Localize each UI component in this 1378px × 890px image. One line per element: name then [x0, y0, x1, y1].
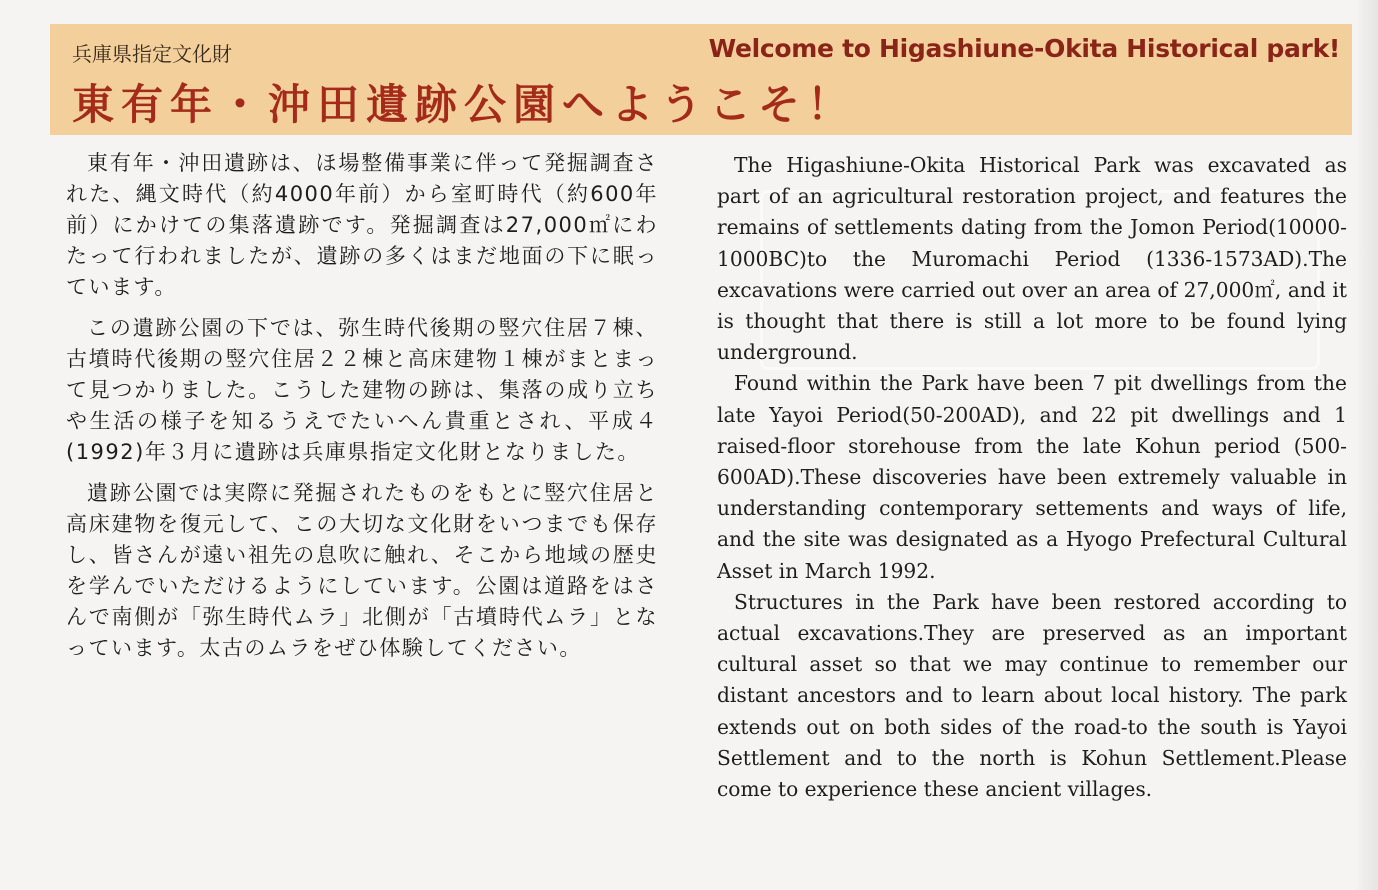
- japanese-paragraph-1: 東有年・沖田遺跡は、ほ場整備事業に伴って発掘調査された、縄文時代（約4000年前）から室町時代（約600年前）にかけての集落遺跡です。発掘調査は27,000㎡にわたって行われましたが、遺跡の多くはまだ地面の下に眠っています。: [66, 151, 658, 299]
- english-description: [717, 150, 1347, 805]
- japanese-description: [66, 148, 658, 674]
- page-edge: [1358, 0, 1378, 890]
- english-paragraph-1: The Higashiune-Okita Historical Park was excavated as part of an agricultural restoration project, and features the remains of settlements dating from the Jomon Period(10000-1000BC)to the Muromachi Period (1336-1573AD).The excavations were carried out over an area of 27,000㎡, and it is thought that there is still a lot more to be found lying underground.: [717, 153, 1347, 365]
- japanese-paragraph-2: この遺跡公園の下では、弥生時代後期の竪穴住居７棟、古墳時代後期の竪穴住居２２棟と高床建物１棟がまとまって見つかりました。こうした建物の跡は、集落の成り立ちや生活の様子を知るうえでたいへん貴重とされ、平成４(1992)年３月に遺跡は兵庫県指定文化財となりました。: [66, 316, 658, 464]
- welcome-title-japanese: 東有年・沖田遺跡公園へようこそ！: [72, 80, 857, 129]
- english-paragraph-2: Found within the Park have been 7 pit dwellings from the late Yayoi Period(50-200AD), and 22 pit dwellings and 1 raised-floor storehouse from the late Kohun period (500-600AD).These discoveries have been extremely valuable in understanding contemporary settements and ways of life, and the site was designated as a Hyogo Prefectural Cultural Asset in March 1992.: [717, 371, 1347, 583]
- header-band: [50, 24, 1352, 135]
- welcome-title-english: Welcome to Higashiune-Okita Historical park!: [708, 34, 1340, 63]
- designation-label: 兵庫県指定文化財: [72, 42, 232, 66]
- japanese-paragraph-3: 遺跡公園では実際に発掘されたものをもとに竪穴住居と高床建物を復元して、この大切な文化財をいつまでも保存し、皆さんが遠い祖先の息吹に触れ、そこから地域の歴史を学んでいただけるようにしています。公園は道路をはさんで南側が「弥生時代ムラ」北側が「古墳時代ムラ」となっています。太古のムラをぜひ体験してください。: [66, 481, 658, 660]
- english-paragraph-3: Structures in the Park have been restored according to actual excavations.They are preserved as an important cultural asset so that we may continue to remember our distant ancestors and to learn about local history. The park extends out on both sides of the road-to the south is Yayoi Settlement and to the north is Kohun Settlement.Please come to experience these ancient villages.: [717, 589, 1347, 802]
